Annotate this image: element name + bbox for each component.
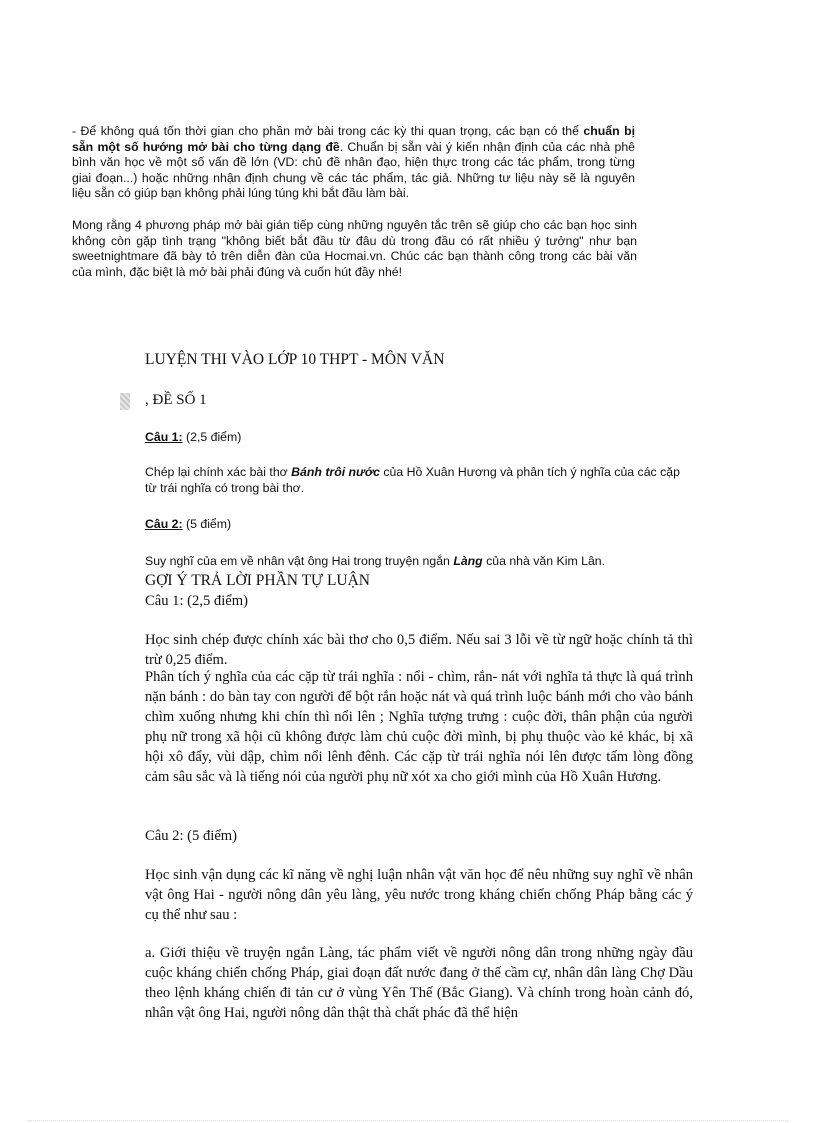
question-2-story-title: Làng bbox=[453, 554, 483, 568]
question-1-text-start: Chép lại chính xác bài thơ bbox=[145, 465, 292, 479]
intro-p1-end: . Chuẩn bị sẵn vài ý kiến nhận định của các nhà phê bình văn học về một số vấn đề lớn (VD: chủ đề nhân đạo, hiện thực trong các tác phẩm, trong từng giai đoạn...) hoặc những nhận định chung về các tác phẩm, tác giả. Những tư liệu này sẽ là nguyên liệu sẵn có giúp bạn không phải lúng túng khi bắt đầu làm bài. bbox=[72, 139, 635, 200]
answer-2-paragraph-1: Học sinh vận dụng các kĩ năng về nghị luận nhân vật văn học để nêu những suy nghĩ về nhân vật ông Hai - người nông dân yêu làng, yêu nước trong kháng chiến chống Pháp bằng các ý cụ thể như sau : bbox=[145, 867, 693, 923]
page-bottom-rule bbox=[28, 1120, 788, 1121]
question-1-points: (2,5 điểm) bbox=[182, 430, 242, 444]
question-1-poem-title: Bánh trôi nước bbox=[291, 465, 380, 479]
question-1-heading bbox=[145, 430, 241, 446]
answer-2-label: Câu 2: (5 điểm) bbox=[145, 828, 238, 844]
question-2-text-end: của nhà văn Kim Lân. bbox=[482, 554, 606, 568]
intro-paragraph-2: Mong rằng 4 phương pháp mở bài gián tiếp cùng những nguyên tắc trên sẽ giúp cho các bạn học sinh không còn gặp tình trạng "không biết bắt đầu từ đâu dù trong đầu có rất nhiều ý tưởng" như bạn sweetnightmare đã bày tỏ trên diễn đàn của Hocmai.vn. Chúc các bạn thành công trong các bài văn của mình, đặc biệt là mở bài phải đúng và cuốn hút đầy nhé! bbox=[72, 218, 637, 279]
answers-heading: GỢI Ý TRẢ LỜI PHẦN TỰ LUẬN bbox=[145, 572, 370, 589]
question-2-heading bbox=[145, 517, 231, 533]
exam-number: , ĐỀ SỐ 1 bbox=[145, 392, 207, 408]
answer-2-paragraph-2: a. Giới thiệu về truyện ngắn Làng, tác phẩm viết về người nông dân trong những ngày đầu cuộc kháng chiến chống Pháp, giai đoạn đất nước đang ở thế cầm cự, nhân dân làng Chợ Dầu theo lệnh kháng chiến đi tản cư ở vùng Yên Thế (Bắc Giang). Và chính trong hoàn cảnh đó, nhân vật ông Hai, người nông dân thật thà chất phác đã thể hiện bbox=[145, 945, 693, 1021]
question-2-text-start: Suy nghĩ của em về nhân vật ông Hai trong truyện ngắn bbox=[145, 554, 454, 568]
question-2-points: (5 điểm) bbox=[182, 517, 232, 531]
question-1-label: Câu 1: bbox=[145, 430, 183, 444]
question-2-label: Câu 2: bbox=[145, 517, 183, 531]
intro-p1-bold: chuẩn bị sẵn một số hướng mở bài cho từng dạng đề bbox=[72, 124, 636, 154]
question-1-text bbox=[145, 465, 685, 496]
exam-title: LUYỆN THI VÀO LỚP 10 THPT - MÔN VĂN bbox=[145, 351, 445, 368]
answer-1-label: Câu 1: (2,5 điểm) bbox=[145, 593, 248, 609]
answer-1-paragraph-2: Phân tích ý nghĩa của các cặp từ trái nghĩa : nổi - chìm, rắn- nát với nghĩa tả thực là quá trình nặn bánh : do bàn tay con người để bột rắn hoặc nát và quá trình luộc bánh mới cho vào bánh chìm xuống nhưng khi chín thì nổi lên ; Nghĩa tượng trưng : cuộc đời, thân phận của người phụ nữ trong xã hội cũ không được làm chủ cuộc đời mình, bị phụ thuộc vào kẻ khác, bị xã hội xô đẩy, vùi dập, chìm nổi lênh đênh. Các cặp từ trái nghĩa nói lên được tấm lòng đồng cảm sâu sắc và là tiếng nói của người phụ nữ xót xa cho giới mình của Hồ Xuân Hương. bbox=[145, 669, 693, 785]
bookmark-marker-icon bbox=[120, 393, 130, 410]
answer-1-paragraph-1: Học sinh chép được chính xác bài thơ cho 0,5 điểm. Nếu sai 3 lỗi về từ ngữ hoặc chính tả thì trừ 0,25 điểm. bbox=[145, 632, 693, 668]
intro-paragraph-1 bbox=[72, 124, 635, 202]
question-2-text bbox=[145, 554, 690, 570]
question-1-text-end: của Hồ Xuân Hương và phân tích ý nghĩa của các cặp từ trái nghĩa có trong bài thơ. bbox=[145, 465, 680, 495]
intro-p1-start: - Để không quá tốn thời gian cho phần mở bài trong các kỳ thi quan trọng, các bạn có thể bbox=[72, 124, 584, 138]
